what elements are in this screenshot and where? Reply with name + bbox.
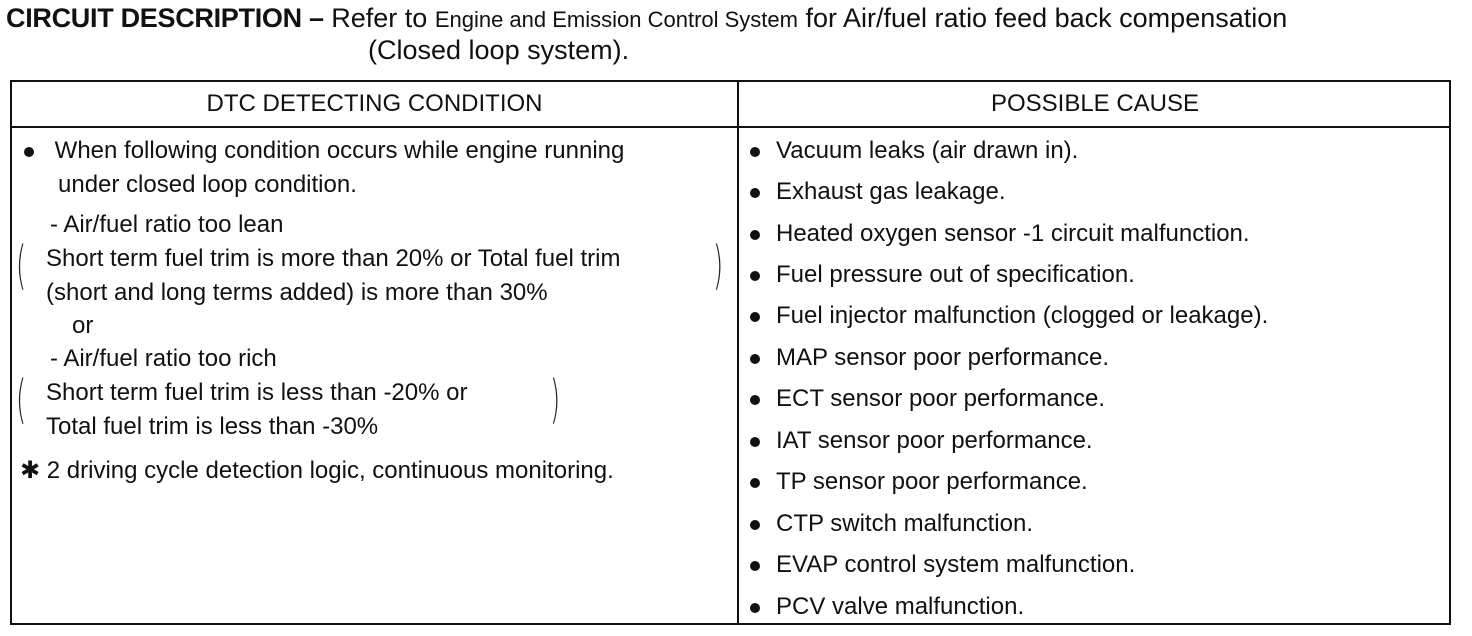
cause-text: IAT sensor poor performance. (776, 427, 1093, 454)
detection-note (20, 454, 614, 487)
right-paren-rich: ) (550, 370, 561, 430)
bullet-icon (750, 230, 760, 240)
for-text: for Air/fuel ratio feed back compensation (805, 3, 1288, 33)
bullet-icon (750, 395, 760, 405)
condition-bullet-line (24, 134, 624, 167)
circuit-description-header (6, 2, 1466, 65)
bullet-icon (750, 478, 760, 488)
detection-note-text: 2 driving cycle detection logic, continuous monitoring. (46, 457, 614, 484)
cause-item (750, 341, 1109, 374)
bullet-icon (750, 437, 760, 447)
cause-text: Fuel pressure out of specification. (776, 261, 1135, 288)
bullet-icon (750, 520, 760, 530)
header-line-2: (Closed loop system). (368, 35, 630, 65)
cause-item (750, 175, 1006, 208)
cause-text: ECT sensor poor performance. (776, 385, 1106, 412)
or-text: or (72, 312, 94, 339)
dtc-table (10, 80, 1451, 625)
refer-to-text: Refer to (331, 3, 428, 33)
condition-text-1: When following condition occurs while engine running (54, 137, 625, 164)
cause-item (750, 299, 1268, 332)
bullet-icon (24, 147, 34, 157)
cause-text: Exhaust gas leakage. (776, 178, 1006, 205)
cause-text: PCV valve malfunction. (776, 593, 1025, 620)
left-paren-rich: ( (16, 370, 27, 430)
cause-text: EVAP control system malfunction. (776, 551, 1136, 578)
cause-text: Vacuum leaks (air drawn in). (776, 137, 1079, 164)
rich-condition-1: Short term fuel trim is less than -20% or (46, 379, 468, 406)
rich-label: - Air/fuel ratio too rich (50, 345, 277, 372)
table-header-row (12, 82, 1449, 128)
cause-text: TP sensor poor performance. (776, 468, 1088, 495)
cause-item (750, 507, 1033, 540)
cause-text: Heated oxygen sensor -1 circuit malfunction. (776, 220, 1250, 247)
cause-item (750, 382, 1105, 415)
cause-item (750, 217, 1250, 250)
bullet-icon (750, 354, 760, 364)
condition-text-2: under closed loop condition. (58, 171, 357, 198)
cause-item (750, 424, 1093, 457)
cause-item (750, 465, 1088, 498)
bullet-icon (750, 188, 760, 198)
lean-condition-2: (short and long terms added) is more than 30% (46, 279, 548, 306)
rich-condition-2: Total fuel trim is less than -30% (46, 413, 379, 440)
possible-cause-header: POSSIBLE CAUSE (990, 90, 1200, 117)
header-line-1 (6, 2, 1466, 36)
bullet-icon (750, 147, 760, 157)
cause-item (750, 590, 1024, 623)
bullet-icon (750, 312, 760, 322)
lean-condition-1: Short term fuel trim is more than 20% or Total fuel trim (46, 245, 621, 272)
system-reference: Engine and Emission Control System (434, 7, 798, 32)
bullet-icon (750, 603, 760, 613)
asterisk-icon: ✱ (20, 457, 41, 484)
column-divider (737, 82, 739, 623)
left-paren-lean: ( (16, 236, 27, 296)
bullet-icon (750, 271, 760, 281)
dtc-detecting-condition-header: DTC DETECTING CONDITION (206, 90, 543, 117)
bullet-icon (750, 561, 760, 571)
section-title: CIRCUIT DESCRIPTION – (6, 3, 324, 33)
cause-item (750, 258, 1135, 291)
right-paren-lean: ) (713, 236, 724, 296)
lean-label: - Air/fuel ratio too lean (50, 211, 284, 238)
cause-text: MAP sensor poor performance. (776, 344, 1110, 371)
cause-item (750, 134, 1078, 167)
cause-text: CTP switch malfunction. (776, 510, 1033, 537)
cause-item (750, 548, 1135, 581)
cause-text: Fuel injector malfunction (clogged or leakage). (776, 302, 1269, 329)
